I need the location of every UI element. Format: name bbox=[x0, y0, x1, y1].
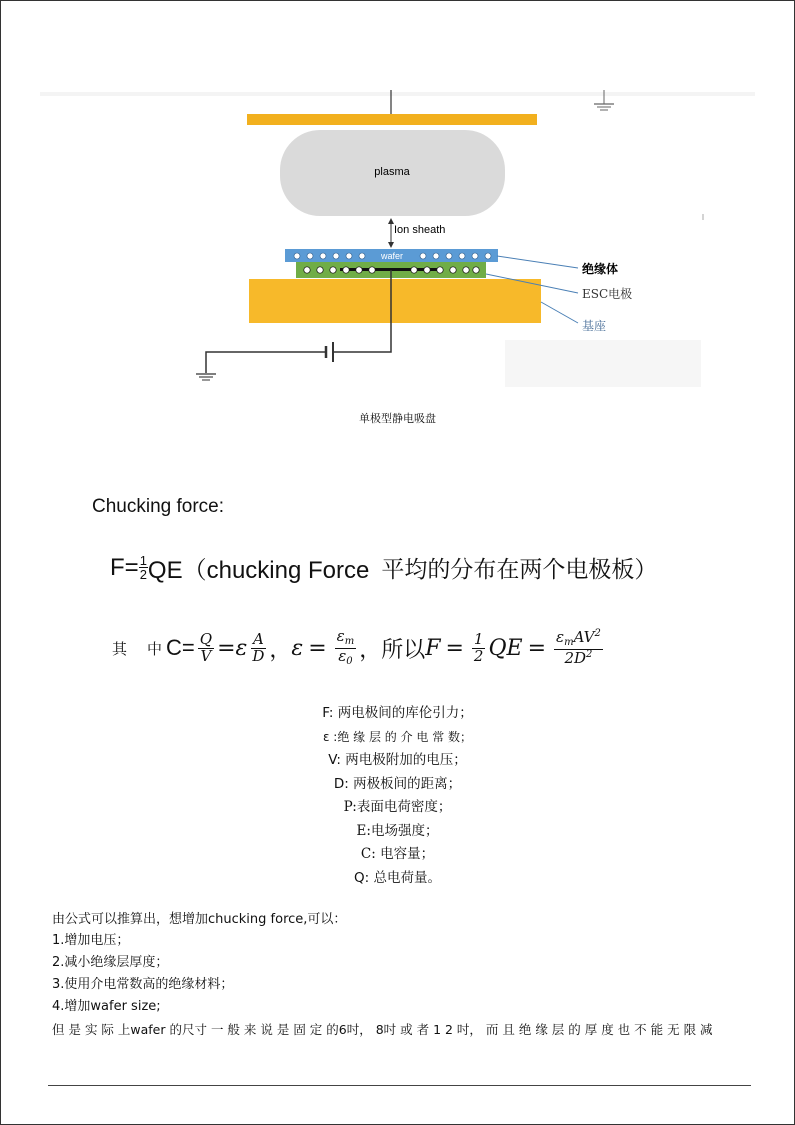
list-item: 2.减小绝缘层厚度； bbox=[52, 955, 169, 970]
formula-lhs: F= bbox=[110, 553, 139, 581]
definition-item: ε :绝 缘 层 的 介 电 常 数； bbox=[322, 729, 473, 744]
denominator-v: V bbox=[200, 646, 212, 665]
definition-item: C: 电容量； bbox=[360, 846, 435, 862]
fraction-numerator: 1 bbox=[139, 553, 147, 568]
eps-0-symbol: ε bbox=[338, 646, 347, 665]
fraction-final bbox=[554, 629, 603, 666]
section-heading: Chucking force: bbox=[92, 496, 225, 517]
numerator-a: A bbox=[252, 629, 264, 648]
scan-patch bbox=[505, 340, 701, 387]
esc-label: ESC电极 bbox=[582, 287, 633, 301]
formula-capacitance bbox=[112, 620, 606, 676]
epsilon-symbol: ε bbox=[291, 635, 304, 661]
qe-symbol: QE bbox=[488, 635, 523, 661]
denominator-2: 2 bbox=[473, 646, 484, 665]
definition-item: Q: 总电荷量。 bbox=[354, 869, 441, 886]
formula-lead-2: 中 bbox=[147, 639, 163, 658]
equals-sign-3: = bbox=[527, 635, 547, 661]
denominator-final bbox=[562, 650, 594, 667]
equals-epsilon: =ε bbox=[217, 635, 248, 661]
num-sub-m: m bbox=[564, 637, 574, 649]
scan-strip bbox=[40, 92, 755, 96]
insulator-pointer bbox=[497, 256, 578, 268]
so-text: 所以 bbox=[381, 637, 426, 663]
formula-rest: QE（chucking Force bbox=[147, 557, 370, 584]
comma-2: ， bbox=[359, 637, 382, 663]
fraction-half bbox=[139, 554, 148, 581]
top-electrode bbox=[247, 114, 537, 125]
insulator-label: 绝缘体 bbox=[582, 262, 619, 276]
definition-list bbox=[0, 702, 795, 890]
fraction-a-d bbox=[250, 629, 266, 665]
footer-divider bbox=[48, 1085, 751, 1086]
denominator-d: D bbox=[252, 646, 265, 665]
eps-m-symbol: ε bbox=[336, 627, 345, 645]
formula-force bbox=[110, 550, 657, 585]
list-item: 3.使用介电常数高的绝缘材料； bbox=[52, 977, 234, 992]
definition-item: P:表面电荷密度； bbox=[343, 799, 452, 815]
den-2d: 2D bbox=[564, 648, 587, 667]
figure-caption: 单极型静电吸盘 bbox=[359, 412, 436, 425]
base-pedestal bbox=[249, 279, 541, 323]
f-symbol: F bbox=[425, 635, 441, 661]
den-sup-2: 2 bbox=[586, 648, 593, 660]
formula-lead-1: 其 bbox=[112, 639, 128, 658]
numerator-final bbox=[554, 629, 603, 650]
list-item: 4.增加wafer size; bbox=[52, 999, 161, 1014]
fraction-one-two bbox=[472, 629, 486, 665]
dc-wire-left bbox=[206, 352, 326, 373]
ground-symbol-bottom bbox=[196, 374, 216, 380]
denominator-eps-0 bbox=[336, 646, 354, 668]
definition-item: V: 两电极附加的电压； bbox=[328, 752, 467, 768]
base-pointer bbox=[541, 302, 578, 323]
wafer-label: wafer bbox=[380, 251, 404, 261]
base-label: 基座 bbox=[582, 319, 607, 333]
formula-note: 平均的分布在两个电极板） bbox=[381, 556, 658, 582]
esc-diagram bbox=[0, 90, 795, 400]
definition-item: D: 两极板间的距离； bbox=[333, 775, 462, 792]
conclusion-intro: 由公式可以推算出，想增加chucking force,可以： bbox=[52, 912, 347, 927]
sub-m: m bbox=[344, 636, 355, 647]
fraction-denominator: 2 bbox=[139, 567, 147, 582]
sheath-label: Ion sheath bbox=[394, 224, 446, 236]
equals-sign: = bbox=[308, 635, 327, 661]
plasma-label: plasma bbox=[374, 166, 410, 178]
list-item: 1.增加电压； bbox=[52, 933, 130, 948]
numerator-1: 1 bbox=[473, 629, 484, 648]
numerator-q: Q bbox=[199, 629, 213, 648]
definition-item: E:电场强度； bbox=[356, 822, 439, 839]
sheath-arrow-down bbox=[388, 242, 394, 248]
fraction-q-v bbox=[198, 629, 214, 665]
fraction-eps-m-eps-0 bbox=[335, 629, 357, 667]
num-av: AV bbox=[573, 628, 595, 647]
c-equals: C= bbox=[166, 635, 195, 660]
comma-1: ， bbox=[269, 637, 292, 663]
last-line: 但 是 实 际 上wafer 的尺寸 一 般 来 说 是 固 定 的6吋， 8吋 或 者 1 2 吋， 而 且 绝 缘 层 的 厚 度 也 不 能 无 限 减 bbox=[52, 1022, 713, 1037]
num-sup-2: 2 bbox=[594, 628, 601, 640]
definition-item: F: 两电极间的库伦引力； bbox=[322, 705, 473, 721]
equals-sign-2: = bbox=[445, 635, 464, 661]
sub-0: 0 bbox=[346, 655, 353, 667]
num-eps: ε bbox=[556, 628, 565, 647]
